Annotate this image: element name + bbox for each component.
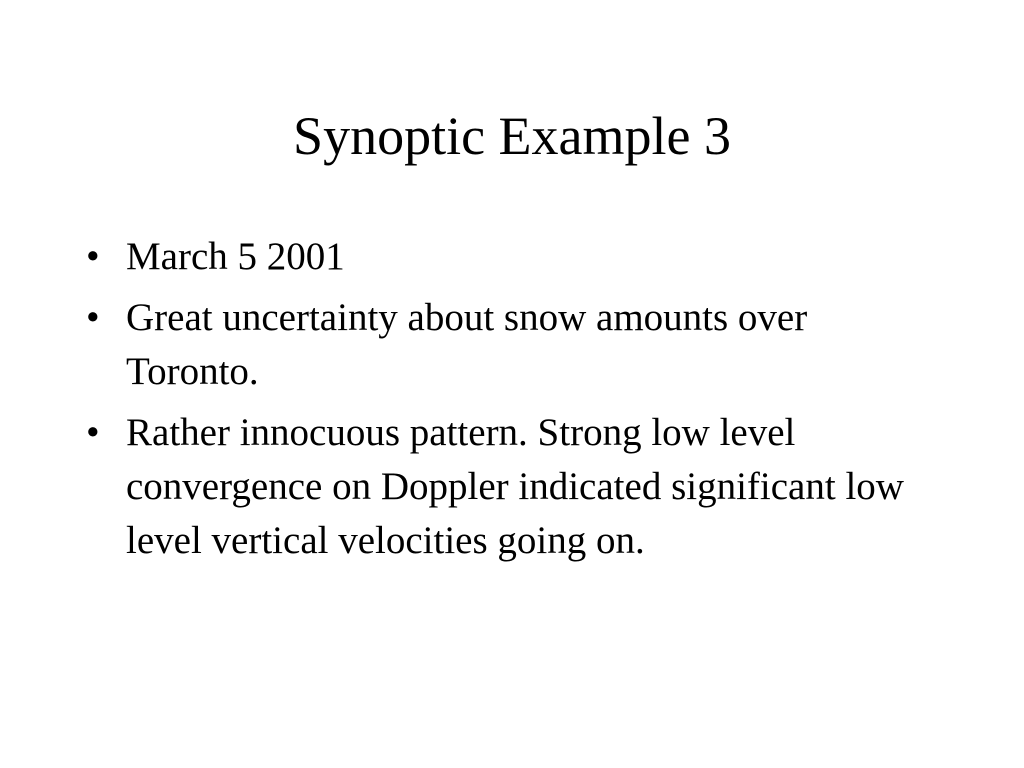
bullet-text: Great uncertainty about snow amounts over Toronto. (126, 296, 808, 393)
bullet-item-date (86, 230, 946, 284)
slide-title: Synoptic Example 3 (293, 106, 731, 166)
bullet-item-uncertainty (86, 291, 946, 399)
bullet-marker: • (86, 411, 100, 454)
bullet-text: March 5 2001 (126, 235, 345, 278)
bullet-list (86, 230, 946, 575)
bullet-text: Rather innocuous pattern. Strong low level convergence on Doppler indicated significant low level vertical velocities going on. (126, 411, 904, 562)
bullet-marker: • (86, 296, 100, 339)
bullet-item-pattern (86, 406, 946, 568)
bullet-marker: • (86, 235, 100, 278)
